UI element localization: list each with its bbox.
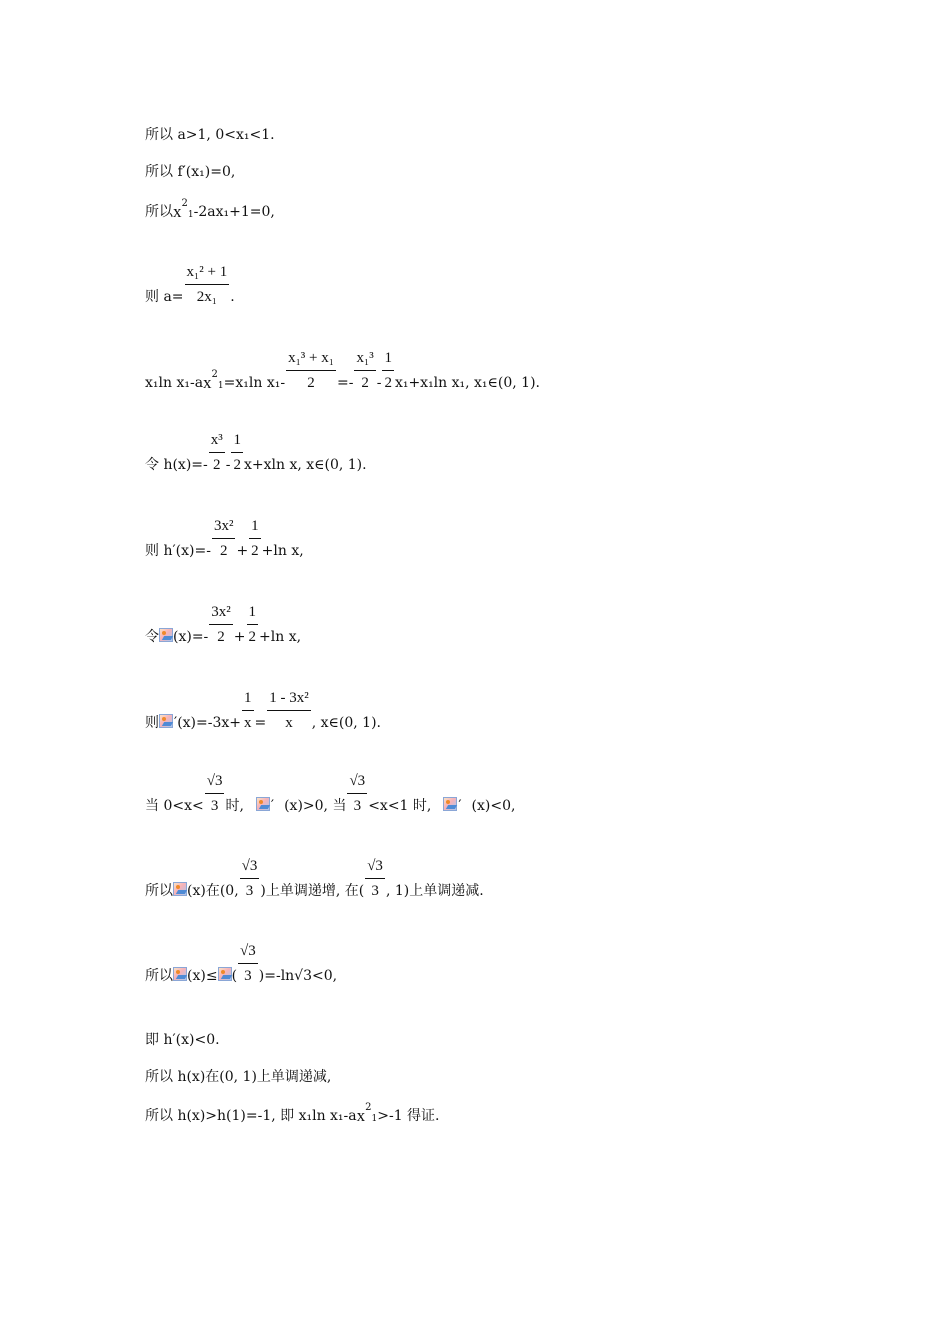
text: 令	[145, 629, 159, 645]
numerator: 3x²	[211, 604, 231, 620]
denominator: 2	[213, 457, 221, 473]
fraction-1	[212, 517, 236, 560]
text: +	[236, 543, 249, 559]
text: =-	[337, 375, 354, 391]
text: .	[230, 289, 235, 305]
numerator: 1	[244, 690, 252, 706]
numerator: 1	[384, 350, 392, 366]
superscript: 2	[181, 198, 188, 209]
denominator: 2	[248, 629, 257, 645]
text-line-6	[145, 431, 367, 474]
text: -	[376, 375, 382, 391]
text: >-1 得证.	[377, 1108, 440, 1124]
subscript: 1	[217, 381, 224, 391]
text: =x₁ln x₁-	[223, 375, 286, 391]
text-line-2	[145, 163, 235, 181]
text: x₁ln x₁-a	[145, 375, 204, 391]
text: 所以 a>1, 0<x₁<1.	[145, 127, 275, 143]
text-line-5	[145, 349, 540, 392]
text: 令 h(x)=-	[145, 457, 208, 473]
image-placeholder-icon	[173, 882, 187, 896]
var-x: x	[173, 202, 182, 221]
text: (x)在(0,	[187, 883, 239, 899]
fraction-1	[242, 689, 254, 732]
numerator: x₁² + 1	[186, 264, 228, 280]
text-line-10	[145, 772, 515, 815]
text: , x∈(0, 1).	[311, 715, 381, 731]
superscript: 2	[365, 1102, 372, 1113]
text: -	[225, 457, 231, 473]
numerator: √3	[241, 858, 258, 874]
denominator: 2	[361, 375, 369, 391]
denominator: 2x₁	[196, 289, 217, 305]
text: 所以 f′(x₁)=0,	[145, 164, 236, 180]
text: )上单调递增, 在(	[260, 883, 365, 899]
denominator: 2	[251, 543, 259, 559]
text: +ln x,	[261, 543, 304, 559]
text: 所以	[145, 968, 173, 984]
prime-mark: ′	[458, 798, 462, 814]
denominator: 3	[244, 968, 252, 984]
image-placeholder-icon	[159, 714, 173, 728]
image-placeholder-icon	[443, 797, 457, 811]
text: <x<1 时,	[368, 798, 432, 814]
text-line-11	[145, 857, 484, 900]
image-placeholder-icon	[173, 967, 187, 981]
text: 当 0<x<	[145, 798, 204, 814]
text: +	[233, 629, 246, 645]
denominator: x	[285, 715, 293, 731]
text: 则	[145, 715, 159, 731]
prime-mark: ′	[174, 715, 178, 731]
denominator: 3	[245, 883, 254, 899]
image-placeholder-icon	[218, 967, 232, 981]
text-line-1	[145, 126, 275, 144]
denominator: 2	[219, 543, 228, 559]
denominator: 3	[210, 798, 219, 814]
fraction-2	[365, 857, 385, 900]
text: 则 h′(x)=-	[145, 543, 211, 559]
fraction-3	[382, 349, 394, 392]
fraction-1	[205, 772, 225, 815]
text: -2ax₁+1=0,	[193, 204, 275, 220]
text-line-14	[145, 1068, 331, 1086]
text: 即 h′(x)<0.	[145, 1032, 220, 1048]
fraction-2	[249, 517, 261, 560]
text: =	[254, 715, 267, 731]
numerator: 1	[248, 604, 257, 620]
text: (x)>0, 当	[284, 798, 347, 814]
superscript: 2	[211, 369, 218, 380]
text: 所以 h(x)>h(1)=-1, 即 x₁ln x₁-a	[145, 1108, 357, 1124]
text-line-15	[145, 1102, 440, 1125]
numerator: x₁³	[356, 350, 374, 366]
denominator: 2	[217, 629, 225, 645]
fraction-2	[231, 431, 243, 474]
image-placeholder-icon	[256, 797, 270, 811]
numerator: √3	[240, 943, 256, 959]
prime-mark: ′	[270, 798, 275, 814]
fraction-1	[209, 431, 225, 474]
text: (x)<0,	[471, 798, 516, 814]
text: (	[231, 968, 238, 984]
numerator: x³	[210, 432, 223, 448]
subscript: 1	[371, 1114, 378, 1124]
text-line-3	[145, 198, 275, 221]
fraction-2	[347, 772, 367, 815]
denominator: 3	[371, 883, 379, 899]
numerator: 1	[251, 518, 259, 534]
text: (x)≤	[187, 968, 218, 984]
numerator: √3	[349, 773, 366, 789]
text: 所以	[145, 883, 173, 899]
text-line-12	[145, 942, 337, 985]
text-line-7	[145, 517, 304, 560]
numerator: √3	[367, 858, 383, 874]
text: x+xln x, x∈(0, 1).	[243, 457, 367, 473]
text-line-8	[145, 603, 301, 646]
fraction-2	[267, 689, 311, 732]
text: x₁+x₁ln x₁, x₁∈(0, 1).	[394, 375, 540, 391]
numerator: √3	[206, 773, 223, 789]
fraction-1	[238, 942, 258, 985]
text-line-4	[145, 263, 235, 306]
denominator: 3	[353, 798, 362, 814]
text: 所以	[145, 204, 173, 220]
denominator: 2	[233, 457, 241, 473]
fraction-2	[247, 603, 259, 646]
numerator: 1 - 3x²	[269, 690, 309, 706]
numerator: 1	[233, 432, 241, 448]
text: (x)=-	[173, 629, 209, 645]
subscript: 1	[187, 210, 194, 220]
denominator: 2	[307, 375, 315, 391]
image-placeholder-icon	[159, 628, 173, 642]
text: 所以 h(x)在(0, 1)上单调递减,	[145, 1069, 332, 1085]
denominator: 2	[384, 375, 392, 391]
text-line-13	[145, 1031, 220, 1049]
numerator: 3x²	[213, 518, 234, 534]
fraction-a	[185, 263, 230, 306]
text: )=-ln√3<0,	[258, 968, 338, 984]
text-line-9	[145, 689, 381, 732]
text: , 1)上单调递减.	[385, 883, 484, 899]
denominator: x	[244, 715, 252, 731]
text: 时,	[225, 798, 244, 814]
fraction-1	[286, 349, 336, 392]
numerator: x₁³ + x₁	[288, 350, 334, 366]
text: 则 a=	[145, 289, 184, 305]
fraction-1	[209, 603, 233, 646]
var-x: x	[356, 1106, 366, 1125]
fraction-2	[354, 349, 375, 392]
var-x: x	[203, 373, 212, 392]
text: (x)=-3x+	[177, 715, 242, 731]
text: +ln x,	[259, 629, 302, 645]
fraction-1	[240, 857, 260, 900]
